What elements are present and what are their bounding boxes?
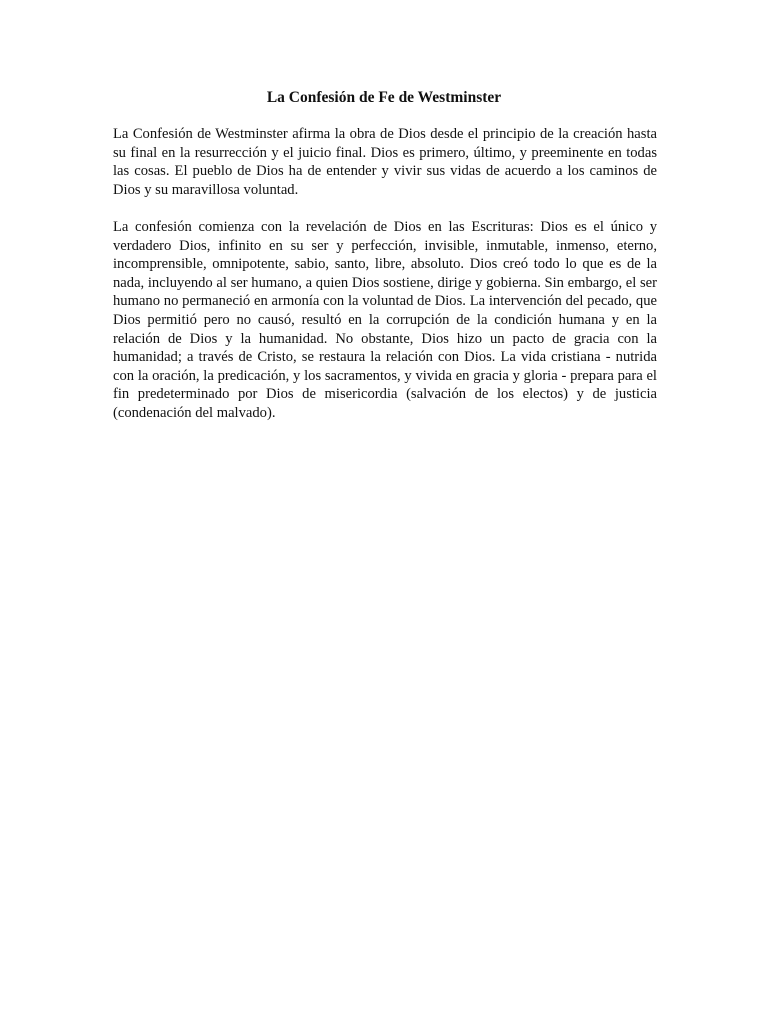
paragraph-confession: La confesión comienza con la revelación de Dios en las Escrituras: Dios es el único y verdadero Dios, infinito en su ser y perfección, invisible, inmutable, inmenso, eterno, incomprensible, omnipotente, sabio, santo, libre, absoluto. Dios creó todo lo que es de la nada, incluyendo al ser humano, a quien Dios sostiene, dirige y gobierna. Sin embargo, el ser humano no permaneció en armonía con la voluntad de Dios. La intervención del pecado, que Dios permitió pero no causó, resultó en la corrupción de la condición humana y en la relación de Dios y la humanidad. No obstante, Dios hizo un pacto de gracia con la humanidad; a través de Cristo, se restaura la relación con Dios. La vida cristiana - nutrida con la oración, la predicación, y los sacramentos, y vivida en gracia y gloria - prepara para el fin predeterminado por Dios de misericordia (salvación de los electos) y de justicia (condenación del malvado). (113, 219, 657, 421)
paragraph-intro: La Confesión de Westminster afirma la obra de Dios desde el principio de la creación hasta su final en la resurrección y el juicio final. Dios es primero, último, y preeminente en todas las cosas. El pueblo de Dios ha de entender y vivir sus vidas de acuerdo a los caminos de Dios y su maravillosa voluntad. (113, 126, 657, 198)
document-title: La Confesión de Fe de Westminster (266, 89, 502, 106)
